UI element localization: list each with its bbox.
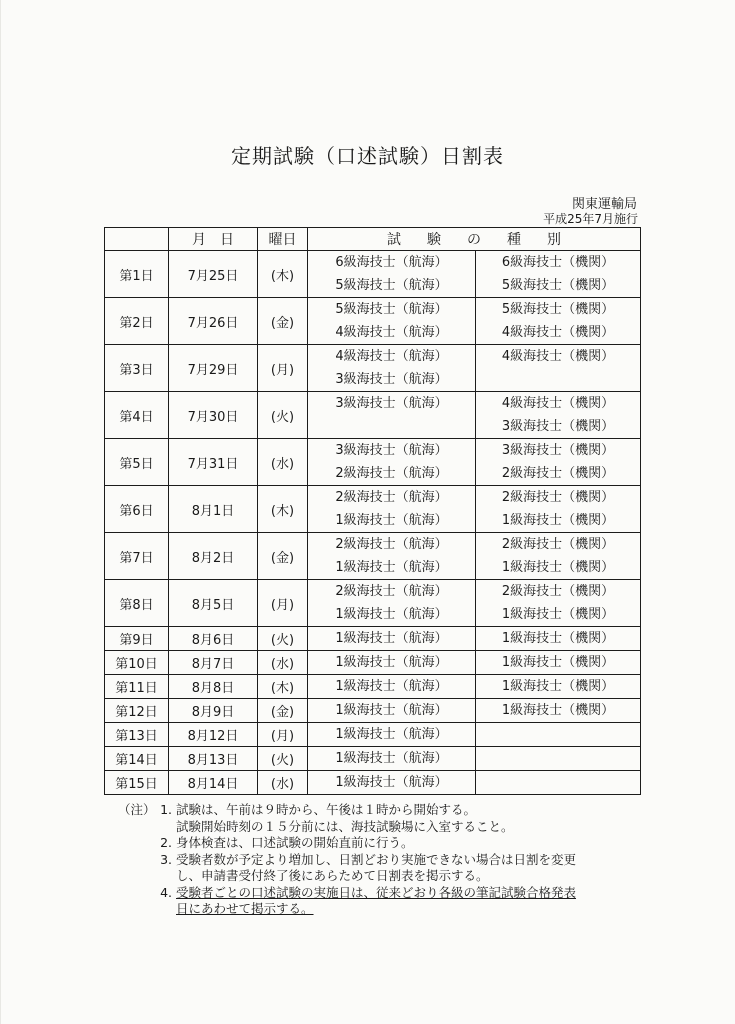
notes-section — [118, 802, 658, 918]
navigation-exam-cell — [308, 392, 476, 439]
weekday-cell: (水) — [258, 651, 308, 675]
table-row — [105, 392, 641, 439]
navigation-exam-grade: 4級海技士（航海） — [335, 325, 448, 340]
day-number-cell: 第9日 — [105, 627, 169, 651]
note-item — [118, 885, 658, 918]
engine-exam-grade: 4級海技士（機関） — [501, 396, 615, 411]
navigation-exam-grade: 1級海技士（航海） — [335, 679, 448, 694]
issuer-name: 関東運輸局 — [571, 197, 637, 212]
table-row — [105, 486, 641, 533]
navigation-exam-grade: 1級海技士（航海） — [335, 513, 448, 528]
note-number: 3. — [160, 851, 172, 867]
date-cell: 7月29日 — [169, 345, 258, 392]
day-number-cell: 第2日 — [105, 298, 169, 345]
note-line: 試験開始時刻の１５分前には、海技試験場に入室すること。 — [176, 818, 514, 834]
note-mark: （注） — [118, 802, 156, 817]
engine-exam-cell — [476, 533, 641, 580]
navigation-exam-grade: 1級海技士（航海） — [335, 703, 448, 718]
engine-exam-grade — [476, 368, 640, 391]
header-date: 月 日 — [169, 228, 258, 251]
day-number-cell: 第14日 — [105, 747, 169, 771]
engine-exam-grade: 1級海技士（機関） — [501, 560, 615, 575]
date-cell: 8月13日 — [169, 747, 258, 771]
note-line: 日にあわせて掲示する。 — [176, 901, 314, 916]
day-number-cell: 第6日 — [105, 486, 169, 533]
engine-exam-grade: 2級海技士（機関） — [501, 537, 615, 552]
weekday-cell: (火) — [258, 627, 308, 651]
engine-exam-grade: 1級海技士（機関） — [501, 703, 615, 718]
navigation-exam-cell — [308, 439, 476, 486]
date-cell: 8月7日 — [169, 651, 258, 675]
engine-exam-cell — [476, 723, 641, 747]
navigation-exam-cell — [308, 675, 476, 699]
date-cell: 8月12日 — [169, 723, 258, 747]
engine-exam-grade — [476, 771, 640, 794]
navigation-exam-cell — [308, 298, 476, 345]
date-cell: 8月8日 — [169, 675, 258, 699]
table-row — [105, 298, 641, 345]
engine-exam-cell — [476, 580, 641, 627]
navigation-exam-grade: 1級海技士（航海） — [335, 655, 448, 670]
engine-exam-cell — [476, 486, 641, 533]
table-row — [105, 580, 641, 627]
table-row — [105, 699, 641, 723]
navigation-exam-grade: 2級海技士（航海） — [335, 537, 448, 552]
day-number-cell: 第11日 — [105, 675, 169, 699]
navigation-exam-cell — [308, 251, 476, 298]
weekday-cell: (水) — [258, 439, 308, 486]
table-header-row — [105, 228, 641, 251]
navigation-exam-cell — [308, 771, 476, 795]
table-row — [105, 747, 641, 771]
navigation-exam-grade: 1級海技士（航海） — [335, 560, 448, 575]
engine-exam-cell — [476, 699, 641, 723]
engine-exam-cell — [476, 651, 641, 675]
engine-exam-grade — [476, 747, 640, 770]
navigation-exam-grade — [308, 415, 475, 438]
date-cell: 8月14日 — [169, 771, 258, 795]
navigation-exam-cell — [308, 345, 476, 392]
navigation-exam-cell — [308, 580, 476, 627]
navigation-exam-cell — [308, 627, 476, 651]
navigation-exam-cell — [308, 486, 476, 533]
navigation-exam-grade: 1級海技士（航海） — [335, 631, 448, 646]
note-item — [118, 835, 658, 852]
day-number-cell: 第7日 — [105, 533, 169, 580]
engine-exam-grade: 5級海技士（機関） — [501, 278, 615, 293]
note-text — [176, 885, 658, 918]
note-number: 4. — [160, 884, 172, 900]
engine-exam-grade: 5級海技士（機関） — [501, 302, 615, 317]
weekday-cell: (木) — [258, 675, 308, 699]
table-row — [105, 675, 641, 699]
engine-exam-grade: 1級海技士（機関） — [501, 631, 615, 646]
effective-date: 平成25年7月施行 — [543, 212, 638, 226]
weekday-cell: (火) — [258, 392, 308, 439]
note-line: し、申請書受付終了後にあらためて日割表を掲示する。 — [176, 868, 489, 883]
navigation-exam-cell — [308, 533, 476, 580]
table-row — [105, 771, 641, 795]
navigation-exam-grade: 1級海技士（航海） — [335, 727, 448, 742]
engine-exam-grade: 4級海技士（機関） — [501, 325, 615, 340]
note-line: 身体検査は、口述試験の開始直前に行う。 — [176, 835, 414, 850]
note-text — [176, 802, 658, 835]
date-cell: 8月9日 — [169, 699, 258, 723]
note-text — [176, 835, 658, 852]
schedule-body — [105, 251, 641, 795]
engine-exam-grade: 1級海技士（機関） — [501, 679, 615, 694]
engine-exam-cell — [476, 298, 641, 345]
header-weekday: 曜日 — [258, 228, 308, 251]
navigation-exam-grade: 3級海技士（航海） — [335, 396, 448, 411]
weekday-cell: (木) — [258, 251, 308, 298]
navigation-exam-cell — [308, 723, 476, 747]
date-cell: 8月5日 — [169, 580, 258, 627]
day-number-cell: 第8日 — [105, 580, 169, 627]
note-mark — [118, 835, 156, 852]
weekday-cell: (木) — [258, 486, 308, 533]
weekday-cell: (火) — [258, 747, 308, 771]
navigation-exam-grade: 1級海技士（航海） — [335, 775, 448, 790]
header-day-no — [105, 228, 169, 251]
day-number-cell: 第1日 — [105, 251, 169, 298]
table-row — [105, 439, 641, 486]
table-row — [105, 533, 641, 580]
engine-exam-cell — [476, 675, 641, 699]
engine-exam-grade: 6級海技士（機関） — [501, 255, 615, 270]
navigation-exam-cell — [308, 699, 476, 723]
engine-exam-cell — [476, 392, 641, 439]
date-cell: 7月25日 — [169, 251, 258, 298]
engine-exam-grade: 1級海技士（機関） — [501, 655, 615, 670]
navigation-exam-grade: 5級海技士（航海） — [335, 278, 448, 293]
engine-exam-cell — [476, 439, 641, 486]
day-number-cell: 第15日 — [105, 771, 169, 795]
table-row — [105, 723, 641, 747]
day-number-cell: 第5日 — [105, 439, 169, 486]
navigation-exam-cell — [308, 651, 476, 675]
note-mark — [118, 852, 156, 885]
engine-exam-grade: 3級海技士（機関） — [501, 419, 615, 434]
note-mark — [118, 885, 156, 918]
navigation-exam-grade: 3級海技士（航海） — [335, 372, 448, 387]
note-line: 試験は、午前は９時から、午後は１時から開始する。 — [176, 802, 477, 817]
engine-exam-grade — [476, 723, 640, 746]
engine-exam-grade: 2級海技士（機関） — [501, 490, 615, 505]
schedule-table — [104, 227, 641, 795]
weekday-cell: (水) — [258, 771, 308, 795]
engine-exam-grade: 2級海技士（機関） — [501, 584, 615, 599]
date-cell: 7月30日 — [169, 392, 258, 439]
engine-exam-grade: 4級海技士（機関） — [501, 349, 615, 364]
day-number-cell: 第12日 — [105, 699, 169, 723]
note-item — [118, 802, 658, 835]
engine-exam-grade: 2級海技士（機関） — [501, 466, 615, 481]
date-cell: 8月1日 — [169, 486, 258, 533]
table-row — [105, 251, 641, 298]
date-cell: 8月6日 — [169, 627, 258, 651]
navigation-exam-grade: 2級海技士（航海） — [335, 466, 448, 481]
navigation-exam-grade: 2級海技士（航海） — [335, 490, 448, 505]
navigation-exam-grade: 4級海技士（航海） — [335, 349, 448, 364]
date-cell: 7月26日 — [169, 298, 258, 345]
navigation-exam-grade: 5級海技士（航海） — [335, 302, 448, 317]
document-title: 定期試験（口述試験）日割表 — [231, 144, 504, 168]
date-cell: 8月2日 — [169, 533, 258, 580]
weekday-cell: (金) — [258, 298, 308, 345]
note-line: 受験者ごとの口述試験の実施日は、従来どおり各級の筆記試験合格発表 — [176, 884, 577, 900]
header-exam-types: 試験の種別 — [308, 228, 641, 251]
navigation-exam-cell — [308, 747, 476, 771]
navigation-exam-grade: 3級海技士（航海） — [335, 443, 448, 458]
navigation-exam-grade: 1級海技士（航海） — [335, 751, 448, 766]
engine-exam-cell — [476, 251, 641, 298]
navigation-exam-grade: 1級海技士（航海） — [335, 607, 448, 622]
date-cell: 7月31日 — [169, 439, 258, 486]
day-number-cell: 第13日 — [105, 723, 169, 747]
navigation-exam-grade: 6級海技士（航海） — [335, 255, 448, 270]
table-row — [105, 627, 641, 651]
engine-exam-cell — [476, 747, 641, 771]
engine-exam-cell — [476, 345, 641, 392]
table-row — [105, 651, 641, 675]
weekday-cell: (金) — [258, 533, 308, 580]
note-number: 2. — [160, 835, 172, 850]
day-number-cell: 第4日 — [105, 392, 169, 439]
day-number-cell: 第3日 — [105, 345, 169, 392]
day-number-cell: 第10日 — [105, 651, 169, 675]
engine-exam-cell — [476, 627, 641, 651]
engine-exam-grade: 3級海技士（機関） — [501, 443, 615, 458]
weekday-cell: (月) — [258, 580, 308, 627]
weekday-cell: (金) — [258, 699, 308, 723]
note-item — [118, 852, 658, 885]
engine-exam-grade: 1級海技士（機関） — [501, 513, 615, 528]
weekday-cell: (月) — [258, 345, 308, 392]
engine-exam-cell — [476, 771, 641, 795]
weekday-cell: (月) — [258, 723, 308, 747]
note-text — [176, 852, 658, 885]
table-row — [105, 345, 641, 392]
engine-exam-grade: 1級海技士（機関） — [501, 607, 615, 622]
navigation-exam-grade: 2級海技士（航海） — [335, 584, 448, 599]
note-line: 受験者数が予定より増加し、日割どおり実施できない場合は日割を変更 — [176, 851, 577, 867]
note-number: 1. — [160, 802, 172, 817]
